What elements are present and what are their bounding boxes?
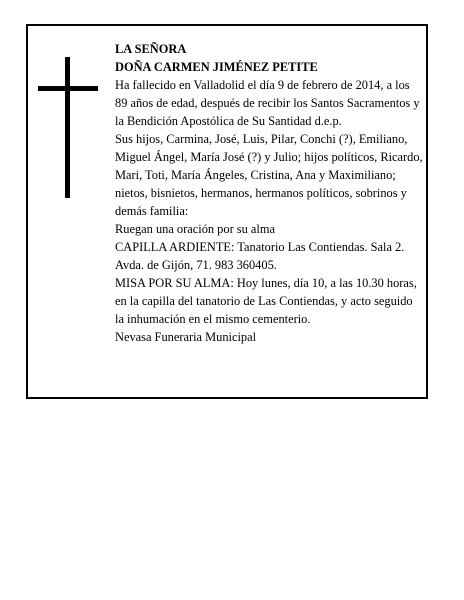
chapel-info: CAPILLA ARDIENTE: Tanatorio Las Contiendas. Sala 2. Avda. de Gijón, 71. 983 360405. [115, 240, 405, 272]
family-list: Sus hijos, Carmina, José, Luis, Pilar, Conchi (?), Emiliano, Miguel Ángel, María José (?) y Julio; hijos políticos, Ricardo, Mari, Toti, María Ángeles, Cristina, Ana y Maximiliano; nietos, bisnietos, hermanos, hermanos políticos, sobrinos y demás familia: [115, 132, 423, 218]
latin-cross-icon [38, 57, 98, 198]
notice-heading: LA SEÑORA [115, 42, 187, 56]
funeral-home: Nevasa Funeraria Municipal [115, 330, 257, 344]
mass-info: MISA POR SU ALMA: Hoy lunes, día 10, a las 10.30 horas, en la capilla del tanatorio de Las Contiendas, y acto seguido la inhumación en el mismo cementerio. [115, 276, 417, 326]
prayer-request: Ruegan una oración por su alma [115, 222, 275, 236]
obituary-notice [26, 24, 428, 399]
cross-horizontal-bar [38, 86, 98, 91]
death-announcement: Ha fallecido en Valladolid el día 9 de febrero de 2014, a los 89 años de edad, después de recibir los Santos Sacramentos y la Bendición Apostólica de Su Santidad d.e.p. [115, 78, 420, 128]
deceased-name: DOÑA CARMEN JIMÉNEZ PETITE [115, 60, 318, 74]
notice-text-block [115, 40, 423, 346]
cross-vertical-bar [65, 57, 70, 198]
